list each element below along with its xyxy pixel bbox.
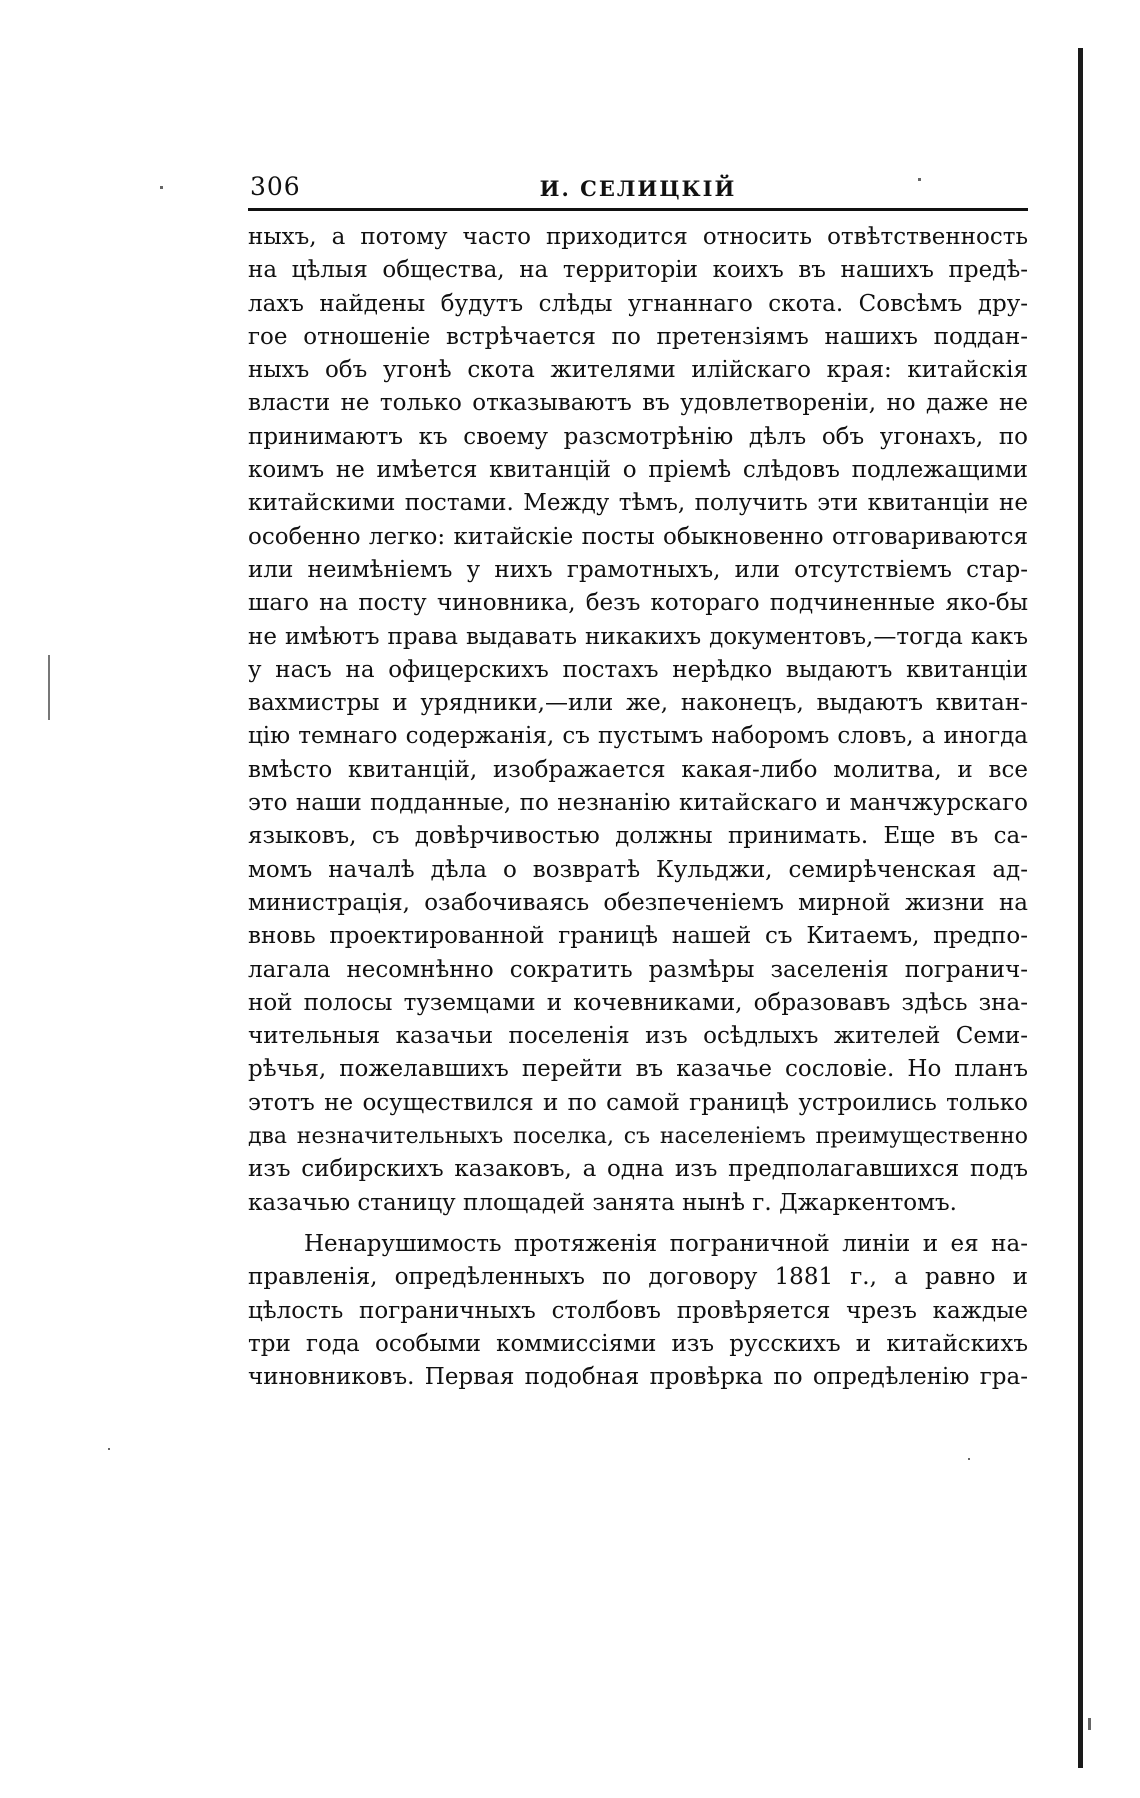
text-line: вмѣсто квитанцій, изображается какая-либо молитва, и все [248,756,1028,783]
text-line: лахъ найдены будутъ слѣды угнаннаго скота. Совсѣмъ дру- [248,290,1028,317]
text-line: ныхъ, а потому часто приходится относить отвѣтственность [248,224,1028,250]
scan-binding-edge [1078,48,1083,1768]
text-line: ной полосы туземцами и кочевниками, образовавъ здѣсь зна- [248,989,1028,1016]
text-line: гое отношеніе встрѣчается по претензіямъ нашихъ поддан- [248,323,1028,350]
text-line: коимъ не имѣется квитанцій о пріемѣ слѣдовъ подлежащими [248,457,1028,484]
running-head-author: И. СЕЛИЦКІЙ [539,176,737,201]
text-line: особенно легко: китайскіе посты обыкновенно отговариваются [248,523,1028,550]
text-line: чительныя казачьи поселенія изъ осѣдлыхъ жителей Семи- [248,1023,1028,1050]
text-line: на цѣлыя общества, на территоріи коихъ въ нашихъ предѣ- [248,257,1028,284]
text-line: или неимѣніемъ у нихъ грамотныхъ, или отсутствіемъ стар- [248,556,1028,583]
text-line: момъ началѣ дѣла о возвратѣ Кульджи, семирѣченская ад- [248,856,1028,883]
text-line: у насъ на офицерскихъ постахъ нерѣдко выдаютъ квитанціи [248,656,1028,683]
text-line: рѣчья, пожелавшихъ перейти въ казачье сословіе. Но планъ [248,1056,1028,1083]
paragraph-2-line: три года особыми коммиссіями изъ русскихъ и китайскихъ [248,1330,1028,1357]
text-line: это наши подданные, по незнанію китайскаго и манчжурскаго [248,790,1028,817]
scan-margin-mark [48,655,50,720]
scan-speck [1088,1718,1091,1730]
text-line: принимаютъ къ своему разсмотрѣнію дѣлъ объ угонахъ, по [248,423,1028,450]
text-line: шаго на посту чиновника, безъ котораго подчиненные яко-бы [248,590,1028,617]
paragraph-2-line: Ненарушимость протяженія пограничной линіи и ея на- [304,1230,1028,1257]
text-line: цію темнаго содержанія, съ пустымъ наборомъ словъ, а иногда [248,723,1028,750]
scan-speck [968,1458,970,1460]
scan-speck [160,186,163,189]
book-page [248,168,1028,1394]
text-line: изъ сибирскихъ казаковъ, а одна изъ предполагавшихся подъ [248,1156,1028,1183]
scan-speck [108,1448,110,1450]
paragraph-2-line: правленія, опредѣленныхъ по договору 1881 г., а равно и [248,1264,1028,1291]
running-head [248,168,1028,211]
text-line: китайскими постами. Между тѣмъ, получить эти квитанціи не [248,490,1028,517]
text-line: лагала несомнѣнно сократить размѣры заселенія погранич- [248,956,1028,983]
body-text [248,221,1028,1394]
page-number: 306 [250,172,301,201]
text-line: два незначительныхъ поселка, съ населеніемъ преимущественно [248,1124,1028,1150]
text-line: ныхъ объ угонѣ скота жителями илійскаго края: китайскія [248,357,1028,384]
text-line: вахмистры и урядники,—или же, наконецъ, выдаютъ квитан- [248,690,1028,717]
text-line: власти не только отказываютъ въ удовлетвореніи, но даже не [248,390,1028,417]
text-line-last: казачью станицу площадей занята нынѣ г. Джаркентомъ. [248,1189,957,1216]
text-line: министрація, озабочиваясь обезпеченіемъ мирной жизни на [248,889,1028,916]
paragraph-2-line: цѣлость пограничныхъ столбовъ провѣряется чрезъ каждые [248,1297,1028,1324]
text-line: этотъ не осуществился и по самой границѣ устроились только [248,1089,1028,1116]
text-line: вновь проектированной границѣ нашей съ Китаемъ, предпо- [248,923,1028,950]
paragraph-2-line: чиновниковъ. Первая подобная провѣрка по опредѣленію гра- [248,1364,1028,1391]
text-line: не имѣютъ права выдавать никакихъ документовъ,—тогда какъ [248,623,1028,650]
text-line: языковъ, съ довѣрчивостью должны принимать. Еще въ са- [248,823,1028,850]
